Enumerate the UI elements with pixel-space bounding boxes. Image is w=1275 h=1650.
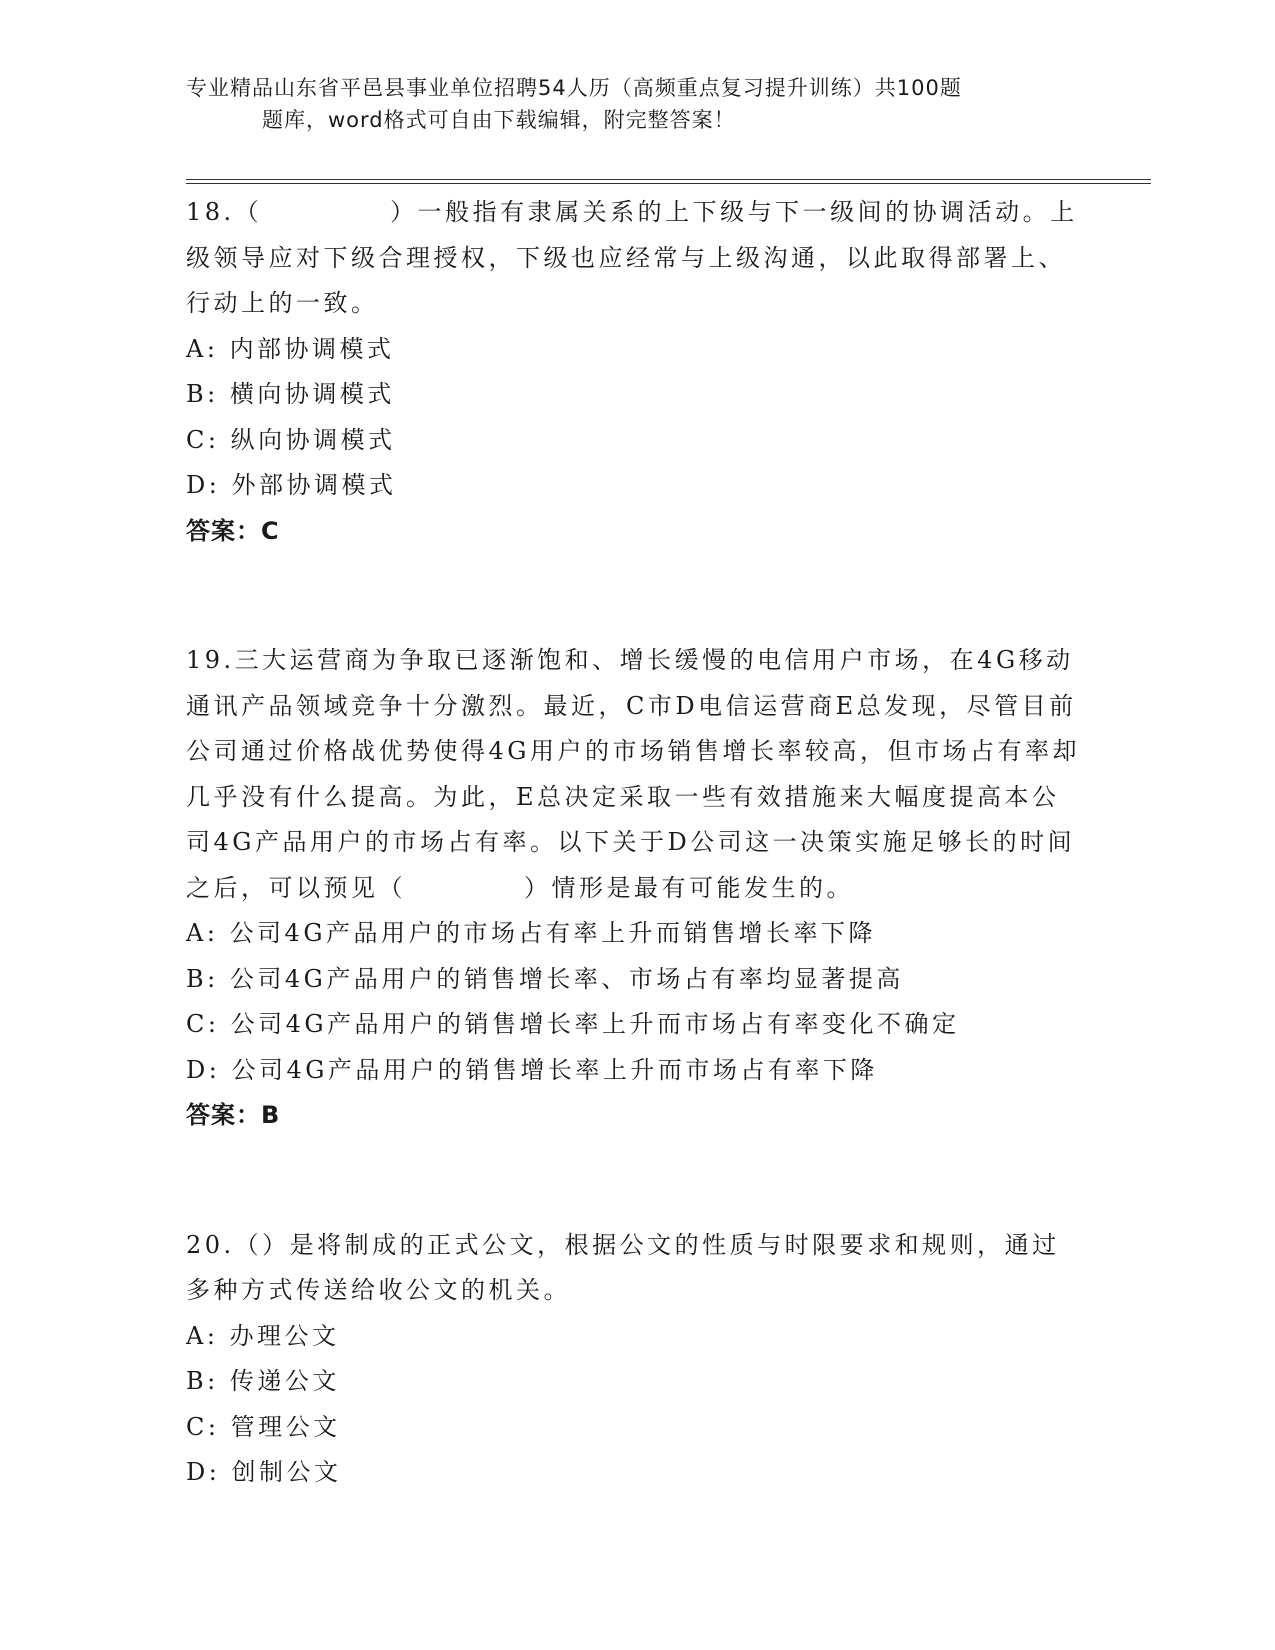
option-a <box>186 1314 1086 1360</box>
question-list <box>186 190 1086 1496</box>
option-c <box>186 418 1086 464</box>
option-label: D: <box>186 1055 221 1084</box>
question-19 <box>186 638 1086 1139</box>
question-stem <box>186 638 1086 911</box>
option-label: C: <box>186 425 220 454</box>
answer-value: B <box>261 1101 281 1129</box>
option-label: D: <box>186 1458 221 1486</box>
option-b <box>186 1359 1086 1405</box>
option-text: 办理公文 <box>229 1321 340 1350</box>
question-spacer <box>186 554 1086 638</box>
option-text: 管理公文 <box>230 1412 341 1441</box>
option-text: 公司4G产品用户的销售增长率、市场占有率均显著提高 <box>229 964 904 993</box>
option-text: 创制公文 <box>231 1458 342 1486</box>
question-text: （）是将制成的正式公文，根据公文的性质与时限要求和规则，通过多种方式传送给收公文的机关。 <box>186 1230 1060 1304</box>
question-number: 18. <box>186 198 235 226</box>
option-text: 公司4G产品用户的市场占有率上升而销售增长率下降 <box>229 919 877 947</box>
option-d <box>186 1450 1086 1496</box>
option-label: D: <box>186 471 221 499</box>
option-label: A: <box>186 334 219 363</box>
question-text-after-blank: ）一般指有隶属关系的上下级与下一级间的协调活动。上级领导应对下级合理授权，下级也应经常与上级沟通，以此取得部署上、行动上的一致。 <box>186 198 1078 317</box>
answer-line <box>186 1093 1086 1139</box>
option-text: 公司4G产品用户的销售增长率上升而市场占有率变化不确定 <box>230 1010 960 1038</box>
option-label: B: <box>186 964 219 993</box>
option-text: 纵向协调模式 <box>230 425 396 454</box>
question-text-before-blank: （ <box>234 198 263 226</box>
question-text-after-blank: ）情形是最有可能发生的。 <box>524 873 854 902</box>
option-b <box>186 957 1086 1003</box>
option-label: C: <box>186 1010 220 1038</box>
header-divider-top <box>186 179 1151 180</box>
document-header <box>186 72 1086 136</box>
question-text-before-blank: 三大运营商为争取已逐渐饱和、增长缓慢的电信用户市场，在4G移动通讯产品领域竞争十分激烈。最近，C市D电信运营商E总发现，尽管目前公司通过价格战优势使得4G用户的市场销售增长率较高，但市场占有率却几乎没有什么提高。为此，E总决定采取一些有效措施来大幅度提高本公司4G产品用户的市场占有率。以下关于D公司这一决策实施足够长的时间之后，可以预见（ <box>186 646 1080 902</box>
option-text: 公司4G产品用户的销售增长率上升而市场占有率下降 <box>231 1055 878 1084</box>
header-divider-bottom <box>186 183 1151 184</box>
option-text: 横向协调模式 <box>229 380 395 408</box>
question-spacer <box>186 1139 1086 1223</box>
option-c <box>186 1405 1086 1451</box>
option-a <box>186 911 1086 957</box>
option-label: C: <box>186 1412 220 1441</box>
question-18 <box>186 190 1086 554</box>
option-d <box>186 1048 1086 1094</box>
option-c <box>186 1002 1086 1048</box>
option-label: B: <box>186 380 219 408</box>
option-text: 传递公文 <box>229 1367 340 1395</box>
option-d <box>186 463 1086 509</box>
answer-label: 答案： <box>186 1101 261 1129</box>
answer-label: 答案： <box>186 516 261 545</box>
option-label: B: <box>186 1367 219 1395</box>
answer-value: C <box>261 516 280 545</box>
question-number: 20. <box>186 1230 235 1259</box>
question-20 <box>186 1223 1086 1496</box>
option-label: A: <box>186 1321 219 1350</box>
option-a <box>186 327 1086 373</box>
header-title-line-1: 专业精品山东省平邑县事业单位招聘54人历（高频重点复习提升训练）共100题 <box>186 76 962 100</box>
question-number: 19. <box>186 646 235 674</box>
answer-line <box>186 509 1086 555</box>
option-text: 内部协调模式 <box>229 334 395 363</box>
header-title-line-2: 题库，word格式可自由下载编辑，附完整答案！ <box>262 108 736 132</box>
option-label: A: <box>186 919 219 947</box>
question-stem <box>186 1223 1086 1314</box>
option-b <box>186 372 1086 418</box>
question-stem <box>186 190 1086 327</box>
option-text: 外部协调模式 <box>231 471 397 499</box>
